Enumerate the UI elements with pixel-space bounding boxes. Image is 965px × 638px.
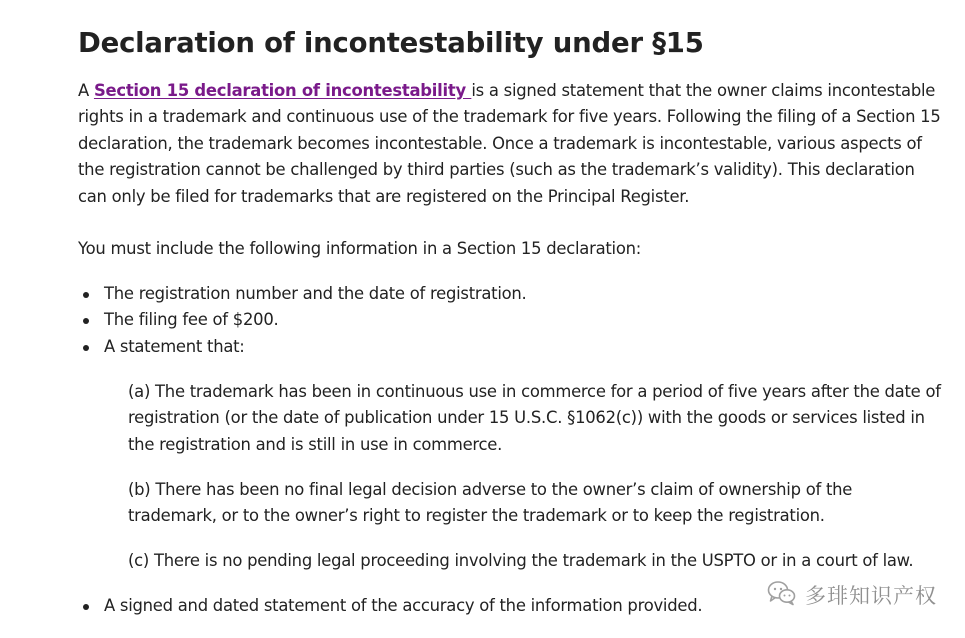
statement-part-a: (a) The trademark has been in continuous use in commerce for a period of five years after the date of registration (or the date of publication under 15 U.S.C. §1062(c)) with the goods or services listed in the registration and is still in use in commerce. — [128, 382, 941, 454]
list-item-text: The registration number and the date of registration. — [104, 284, 527, 303]
requirements-list — [78, 281, 938, 360]
list-item — [78, 334, 938, 360]
section-15-link[interactable]: Section 15 declaration of incontestability — [93, 81, 472, 100]
bullet-icon — [83, 292, 89, 298]
page-title: Declaration of incontestability under §15 — [78, 27, 704, 59]
statement-part-c: (c) There is no pending legal proceeding involving the trademark in the USPTO or in a court of law. — [128, 551, 914, 570]
list-item-text: A statement that: — [104, 336, 245, 356]
intro-paragraph — [78, 78, 944, 210]
statement-part-b: (b) There has been no final legal decision adverse to the owner’s claim of ownership of the trademark, or to the owner’s right to register the trademark or to keep the registration. — [128, 480, 853, 526]
bullet-icon — [83, 604, 89, 610]
intro-prefix: A — [78, 81, 94, 100]
lead-paragraph: You must include the following information in a Section 15 declaration: — [78, 239, 642, 258]
intro-body: is a signed statement that the owner claims incontestable rights in a trademark and continuous use of the trademark for five years. Following the filing of a Section 15 declaration, the trademark becomes incontestable. Once a trademark is incontestable, various aspects of the registration cannot be challenged by third parties (such as the trademark’s validity). This declaration can only be filed for trademarks that are registered on the Principal Register. — [78, 81, 941, 206]
list-item — [78, 593, 702, 619]
bullet-icon — [83, 318, 89, 324]
list-item — [78, 307, 938, 333]
watermark-text: 多琲知识产权 — [805, 584, 937, 608]
watermark — [767, 580, 937, 610]
wechat-icon — [767, 580, 797, 610]
list-item — [78, 281, 938, 307]
final-requirement-list — [78, 593, 702, 619]
list-item-text: The filing fee of $200. — [104, 310, 279, 330]
list-item-text: A signed and dated statement of the accuracy of the information provided. — [104, 596, 703, 615]
bullet-icon — [83, 345, 89, 351]
